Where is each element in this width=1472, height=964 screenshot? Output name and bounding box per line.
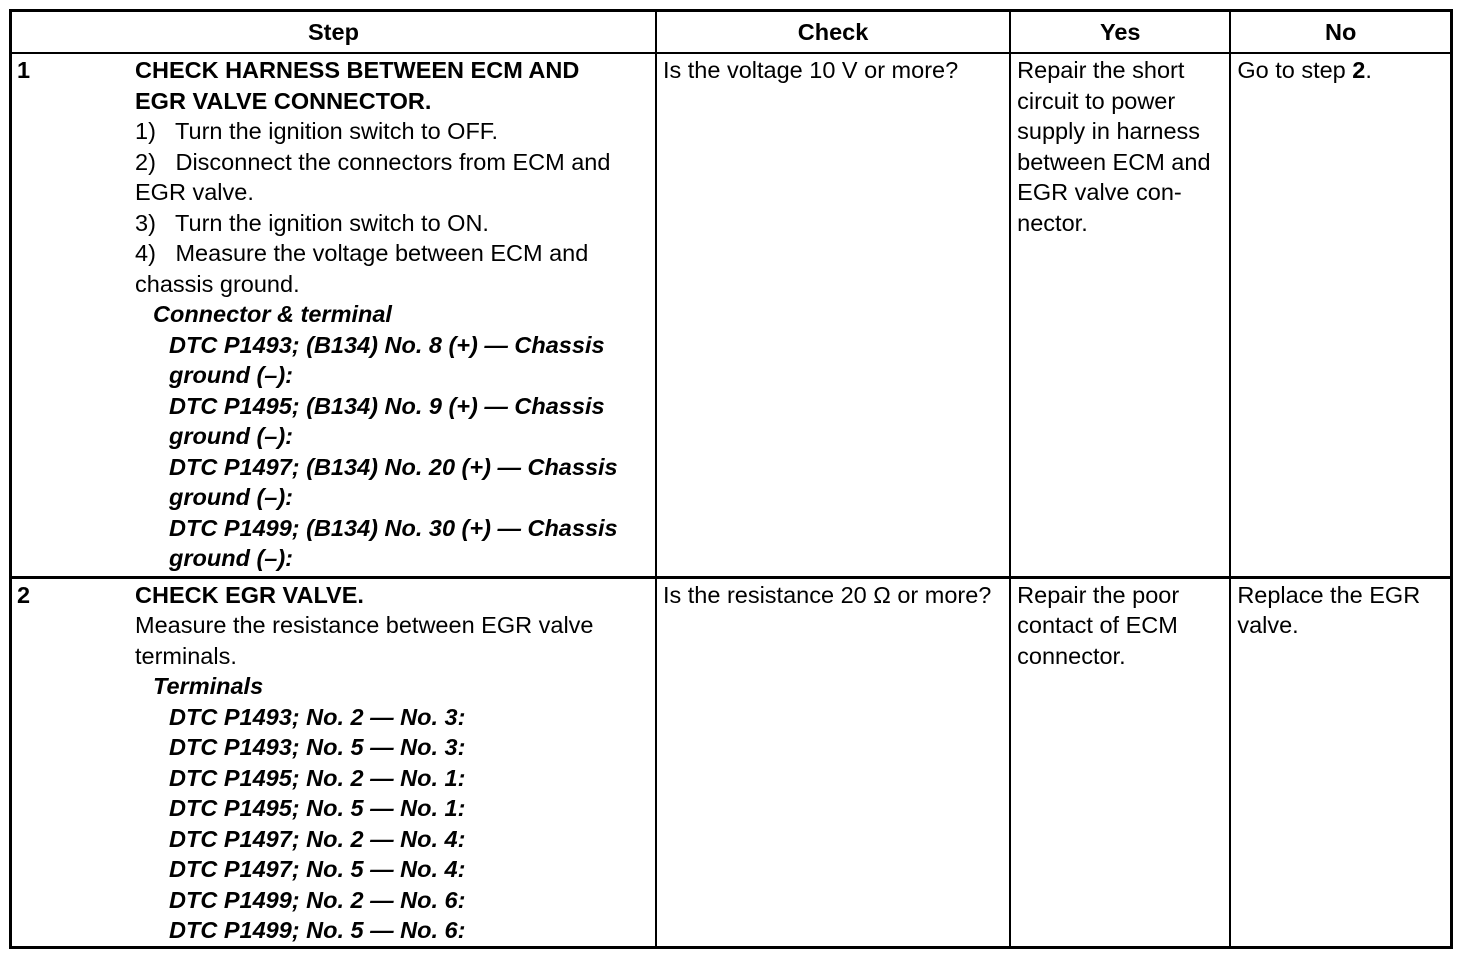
terminal-spec: DTC P1497; (B134) No. 20 (+) — Chassis (169, 453, 618, 480)
check-cell: Is the resistance 20 Ω or more? (656, 577, 1010, 947)
step-title: EGR VALVE CONNECTOR. (135, 87, 432, 114)
yes-text: nector. (1017, 209, 1088, 236)
no-step-ref: 2 (1352, 57, 1366, 83)
terminal-spec: ground (–): (169, 423, 293, 449)
step-instruction: 3) Turn the ignition switch to ON. (135, 209, 489, 236)
step-instruction: 2) Disconnect the connectors from ECM and (135, 148, 611, 175)
yes-text: EGR valve con- (1017, 179, 1182, 205)
no-text: valve. (1237, 612, 1299, 638)
header-row (11, 11, 1452, 54)
step-cell (11, 53, 656, 577)
step-cell (11, 577, 656, 947)
no-cell (1230, 53, 1451, 577)
terminal-spec: DTC P1495; (B134) No. 9 (+) — Chassis (169, 392, 605, 419)
yes-text: between ECM and (1017, 148, 1211, 175)
sub-heading: Terminals (153, 673, 264, 699)
no-text: Go to step (1237, 57, 1353, 83)
terminal-spec: DTC P1493; No. 2 — No. 3: (169, 703, 466, 730)
header-check: Check (656, 11, 1010, 54)
step-number: 2 (17, 581, 31, 608)
no-cell (1230, 577, 1451, 947)
yes-cell (1010, 53, 1230, 577)
terminal-spec: DTC P1497; No. 2 — No. 4: (169, 825, 466, 852)
step-instruction: EGR valve. (135, 179, 254, 205)
step-instruction: 1) Turn the ignition switch to OFF. (135, 118, 499, 144)
yes-text: contact of ECM (1017, 612, 1178, 638)
terminal-spec: ground (–): (169, 484, 293, 510)
diagnostic-table (9, 9, 1453, 949)
yes-text: Repair the poor (1017, 581, 1180, 608)
yes-text: connector. (1017, 642, 1126, 669)
header-no: No (1230, 11, 1451, 54)
table-row (11, 53, 1452, 577)
terminal-spec: DTC P1497; No. 5 — No. 4: (169, 856, 466, 882)
header-yes: Yes (1010, 11, 1230, 54)
step-instruction: Measure the resistance between EGR valve (135, 612, 594, 638)
terminal-spec: DTC P1499; No. 2 — No. 6: (169, 886, 466, 913)
no-text-suffix: . (1365, 57, 1372, 83)
table-row (11, 577, 1452, 947)
yes-text: supply in harness (1017, 118, 1201, 144)
terminal-spec: DTC P1499; No. 5 — No. 6: (169, 917, 466, 943)
terminal-spec: DTC P1499; (B134) No. 30 (+) — Chassis (169, 514, 618, 541)
step-number: 1 (17, 57, 31, 83)
terminal-spec: DTC P1495; No. 5 — No. 1: (169, 795, 466, 821)
step-instruction: terminals. (135, 642, 237, 669)
step-title: CHECK HARNESS BETWEEN ECM AND (135, 57, 580, 83)
terminal-spec: ground (–): (169, 545, 293, 571)
terminal-spec: DTC P1493; (B134) No. 8 (+) — Chassis (169, 331, 605, 358)
sub-heading: Connector & terminal (153, 301, 392, 327)
header-step: Step (11, 11, 656, 54)
terminal-spec: DTC P1493; No. 5 — No. 3: (169, 734, 466, 760)
check-cell: Is the voltage 10 V or more? (656, 53, 1010, 577)
step-title: CHECK EGR VALVE. (135, 581, 364, 608)
terminal-spec: DTC P1495; No. 2 — No. 1: (169, 764, 466, 791)
yes-text: Repair the short (1017, 57, 1185, 83)
step-instruction: chassis ground. (135, 270, 300, 297)
terminal-spec: ground (–): (169, 362, 293, 388)
no-text: Replace the EGR (1237, 581, 1421, 608)
yes-cell (1010, 577, 1230, 947)
yes-text: circuit to power (1017, 87, 1176, 114)
step-instruction: 4) Measure the voltage between ECM and (135, 240, 589, 266)
